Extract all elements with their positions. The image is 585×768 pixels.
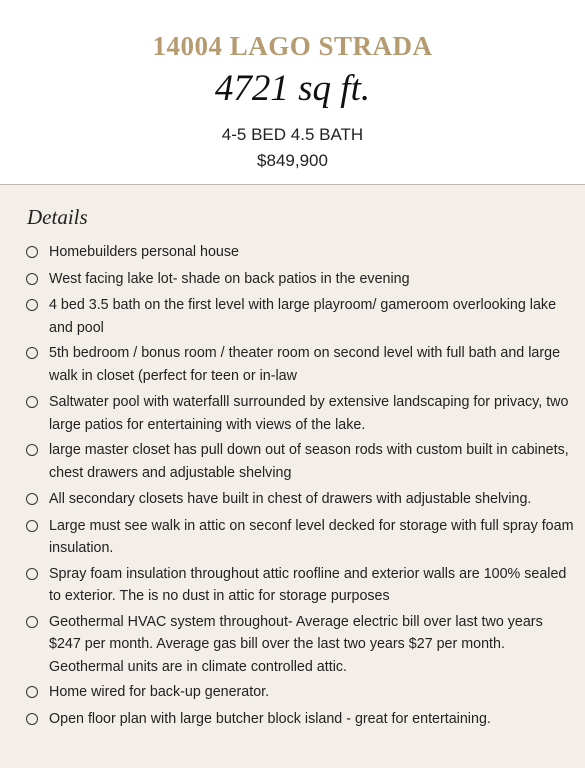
list-item-text: West facing lake lot- shade on back patios in the evening <box>49 270 410 287</box>
circle-outline-icon <box>26 299 38 311</box>
circle-outline-icon <box>26 493 38 505</box>
property-address: 14004 LAGO STRADA <box>152 31 433 61</box>
beds-baths: 4-5 BED 4.5 BATH <box>221 125 364 144</box>
list-item-text: All secondary closets have built in chest of drawers with adjustable shelving. <box>49 491 532 507</box>
circle-outline-icon <box>26 686 38 698</box>
list-item-text: Home wired for back-up generator. <box>49 684 270 700</box>
list-item-text: 4 bed 3.5 bath on the first level with large playroom/ gameroom overlooking lake and pool <box>49 297 557 336</box>
listing-price: $849,900 <box>257 151 328 170</box>
circle-outline-icon <box>26 520 38 532</box>
list-item <box>26 681 576 704</box>
circle-outline-icon <box>26 273 38 285</box>
circle-outline-icon <box>26 713 38 725</box>
list-item <box>26 488 576 511</box>
list-item <box>26 241 576 264</box>
list-item-text: Large must see walk in attic on seconf level decked for storage with full spray foam insulation. <box>49 517 574 556</box>
list-item-text: Spray foam insulation throughout attic roofline and exterior walls are 100% sealed to exterior. The is no dust in attic for storage purposes <box>49 565 567 604</box>
circle-outline-icon <box>26 568 38 580</box>
list-item <box>26 708 576 731</box>
list-item-text: Geothermal HVAC system throughout- Average electric bill over last two years $247 per month. Average gas bill over the last two years $27 per month. Geothermal units are in climate controlled attic. <box>49 613 543 675</box>
details-list <box>26 241 576 730</box>
list-item <box>26 294 576 339</box>
list-item-text: 5th bedroom / bonus room / theater room on second level with full bath and large walk in closet (perfect for teen or in-law <box>49 345 561 384</box>
list-item <box>26 611 576 679</box>
list-item-text: large master closet has pull down out of season rods with custom built in cabinets, chest drawers and adjustable shelving <box>49 442 569 481</box>
list-item <box>26 268 576 291</box>
circle-outline-icon <box>26 246 38 258</box>
list-item <box>26 342 576 387</box>
list-item-text: Open floor plan with large butcher block island - great for entertaining. <box>49 710 491 727</box>
list-item <box>26 439 576 484</box>
details-heading: Details <box>27 205 88 229</box>
circle-outline-icon <box>26 347 38 359</box>
listing-header <box>0 0 585 184</box>
circle-outline-icon <box>26 616 38 628</box>
list-item-text: Saltwater pool with waterfalll surrounded by extensive landscaping for privacy, two large patios for entertaining with views of the lake. <box>49 394 569 433</box>
circle-outline-icon <box>26 396 38 408</box>
list-item <box>26 391 576 436</box>
list-item <box>26 515 576 560</box>
list-item-text: Homebuilders personal house <box>49 244 239 260</box>
list-item <box>26 563 576 608</box>
circle-outline-icon <box>26 444 38 456</box>
square-footage: 4721 sq ft. <box>214 68 371 109</box>
